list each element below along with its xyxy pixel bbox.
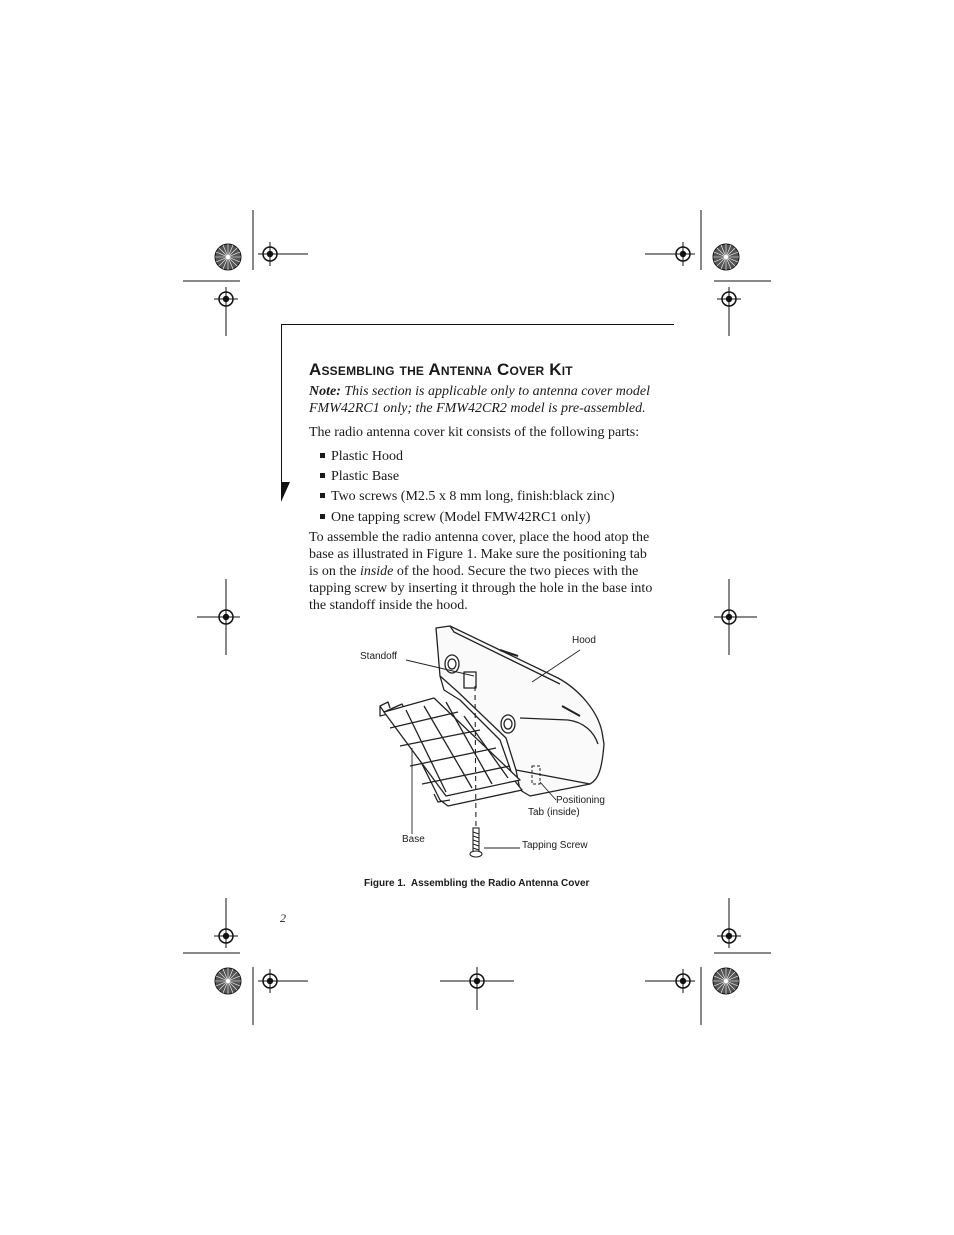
- intro-paragraph: The radio antenna cover kit consists of the following parts:: [309, 425, 640, 440]
- label-positioning-tab: [528, 795, 605, 819]
- note-text: This section is applicable only to antenna cover model FMW42RC1 only; the FMW42CR2 model is pre-assembled.: [309, 384, 651, 416]
- list-item: One tapping screw (Model FMW42RC1 only): [320, 509, 654, 526]
- assembly-paragraph: [309, 529, 654, 614]
- section-heading: [309, 360, 654, 380]
- label-positioning-tab-line1: Positioning: [556, 795, 605, 806]
- label-standoff: Standoff: [360, 651, 398, 662]
- frame-left-rule: [281, 324, 282, 482]
- assembly-text-1: To assemble the radio antenna cover, place the hood atop the base as illustrated in Figure 1. Make sure the positioning tab is on the: [309, 529, 650, 579]
- heading-text: Assembling the Antenna Cover Kit: [309, 360, 573, 379]
- list-item: Plastic Base: [320, 468, 654, 485]
- note-label: Note:: [309, 384, 341, 399]
- section-content: [309, 360, 654, 614]
- list-item: Two screws (M2.5 x 8 mm long, finish:black zinc): [320, 488, 654, 505]
- assembly-text-2: of the hood. Secure the two pieces with the tapping screw by inserting it through the hole in the base into the standoff inside the hood.: [309, 563, 653, 613]
- label-base: Base: [402, 834, 425, 845]
- figure-caption: Figure 1. Assembling the Radio Antenna Cover: [364, 878, 590, 889]
- label-hood: Hood: [572, 635, 596, 646]
- label-positioning-tab-line2: Tab (inside): [528, 807, 580, 818]
- frame-wedge: [281, 482, 290, 502]
- label-tapping-screw: Tapping Screw: [522, 840, 588, 851]
- note-paragraph: [309, 383, 654, 417]
- parts-list: [309, 448, 654, 526]
- page-number: 2: [280, 911, 286, 925]
- assembly-emphasis: inside: [359, 563, 394, 579]
- list-item: Plastic Hood: [320, 448, 654, 465]
- antenna-cover-figure: [340, 620, 640, 870]
- frame-top-rule: [281, 324, 674, 325]
